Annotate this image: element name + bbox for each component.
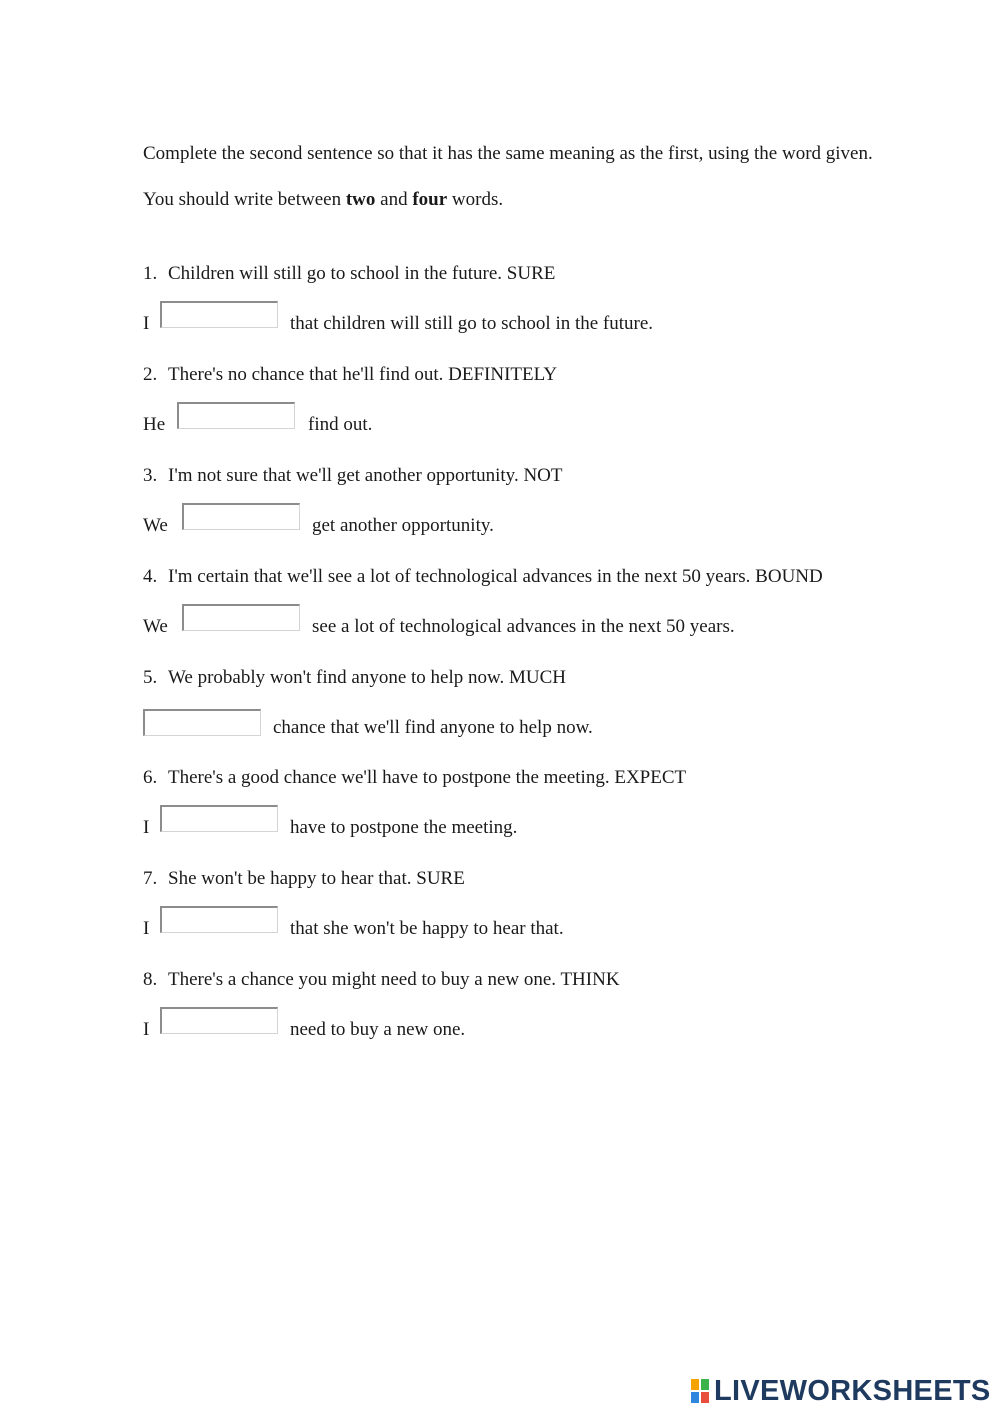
question-prompt: [143, 364, 557, 386]
answer-input-6[interactable]: [160, 805, 278, 832]
answer-after-text: that children will still go to school in the future.: [290, 313, 654, 334]
answer-after-text: have to postpone the meeting.: [290, 817, 518, 838]
answer-before-text: I: [143, 313, 150, 334]
question-prompt: [143, 767, 686, 789]
question-prompt: [143, 465, 563, 487]
instruction-text: words.: [447, 189, 504, 210]
question-text: Children will still go to school in the future. SURE: [168, 263, 556, 284]
question-prompt: [143, 667, 566, 689]
answer-input-2[interactable]: [177, 402, 295, 429]
answer-input-8[interactable]: [160, 1007, 278, 1034]
answer-row: [143, 503, 743, 537]
question-text: We probably won't find anyone to help now. MUCH: [168, 667, 567, 688]
answer-row: [143, 402, 743, 436]
question-text: I'm certain that we'll see a lot of technological advances in the next 50 years. BOUND: [168, 566, 823, 587]
answer-input-3[interactable]: [182, 503, 300, 530]
answer-row: [143, 906, 743, 940]
answer-input-5[interactable]: [143, 709, 261, 736]
question-prompt: [143, 263, 555, 285]
answer-row: [143, 1007, 743, 1041]
answer-row: [143, 301, 743, 335]
liveworksheets-logo[interactable]: [690, 1375, 991, 1407]
answer-before-text: I: [143, 817, 150, 838]
question-text: There's a good chance we'll have to postpone the meeting. EXPECT: [168, 767, 687, 788]
answer-after-text: see a lot of technological advances in the next 50 years.: [312, 616, 735, 637]
question-number: 8.: [143, 969, 158, 990]
answer-before-text: I: [143, 1019, 150, 1040]
answer-before-text: He: [143, 414, 166, 435]
answer-before-text: I: [143, 918, 150, 939]
question-prompt: [143, 566, 823, 588]
instruction-bold-four: four: [412, 189, 448, 210]
question-text: I'm not sure that we'll get another opportunity. NOT: [168, 465, 563, 486]
question-text: There's a chance you might need to buy a new one. THINK: [168, 969, 620, 990]
answer-after-text: find out.: [308, 414, 373, 435]
question-prompt: [143, 969, 620, 991]
answer-row: [143, 709, 743, 739]
instruction-text: You should write between: [143, 189, 346, 210]
question-number: 3.: [143, 465, 158, 486]
answer-after-text: that she won't be happy to hear that.: [290, 918, 564, 939]
answer-before-text: We: [143, 515, 168, 536]
logo-text: LIVEWORKSHEETS: [714, 1375, 991, 1407]
answer-input-4[interactable]: [182, 604, 300, 631]
question-text: She won't be happy to hear that. SURE: [168, 868, 465, 889]
answer-after-text: chance that we'll find anyone to help now.: [273, 717, 593, 738]
answer-after-text: get another opportunity.: [312, 515, 494, 536]
question-number: 1.: [143, 263, 158, 284]
question-number: 7.: [143, 868, 158, 889]
instruction-line-1: Complete the second sentence so that it has the same meaning as the first, using the word given.: [143, 143, 873, 164]
question-number: 2.: [143, 364, 158, 385]
answer-after-text: need to buy a new one.: [290, 1019, 466, 1040]
question-number: 4.: [143, 566, 158, 587]
answer-row: [143, 604, 843, 638]
answer-row: [143, 805, 743, 839]
instruction-text: and: [375, 189, 413, 210]
answer-input-7[interactable]: [160, 906, 278, 933]
answer-input-1[interactable]: [160, 301, 278, 328]
question-number: 5.: [143, 667, 158, 688]
liveworksheets-logo-icon: [690, 1378, 710, 1404]
instruction-line-2: [143, 189, 503, 211]
question-text: There's no chance that he'll find out. DEFINITELY: [168, 364, 558, 385]
question-number: 6.: [143, 767, 158, 788]
answer-before-text: We: [143, 616, 168, 637]
instruction-bold-two: two: [345, 189, 376, 210]
question-prompt: [143, 868, 465, 890]
